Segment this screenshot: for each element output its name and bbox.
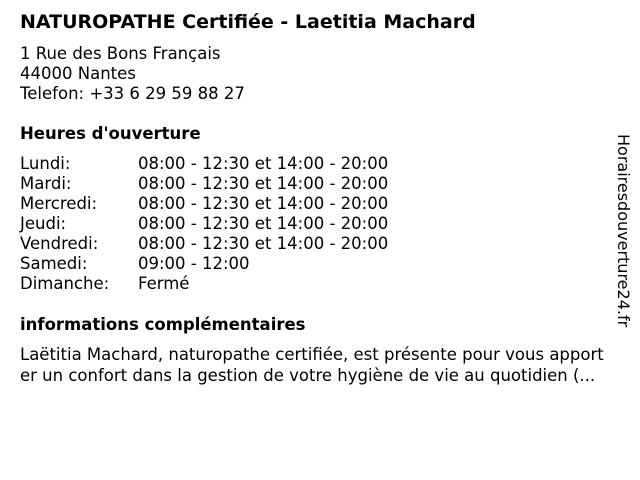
day-hours: 09:00 - 12:00 <box>138 254 250 273</box>
day-label: Dimanche: <box>20 274 110 293</box>
business-name: NATUROPATHE Certifiée - Laetitia Machard <box>20 11 476 33</box>
phone-number: Telefon: +33 6 29 59 88 27 <box>20 84 245 103</box>
site-watermark: Horairesdouverture24.fr <box>614 134 633 328</box>
day-label: Vendredi: <box>20 234 99 253</box>
day-hours: Fermé <box>138 274 190 293</box>
day-hours: 08:00 - 12:30 et 14:00 - 20:00 <box>138 234 389 253</box>
day-label: Mardi: <box>20 174 72 193</box>
day-label: Samedi: <box>20 254 88 273</box>
day-label: Lundi: <box>20 154 71 173</box>
address-block <box>20 44 245 104</box>
opening-hours-heading: Heures d'ouverture <box>20 124 201 143</box>
day-label: Jeudi: <box>20 214 67 233</box>
day-hours: 08:00 - 12:30 et 14:00 - 20:00 <box>138 194 389 213</box>
address-city: 44000 Nantes <box>20 64 136 83</box>
day-hours: 08:00 - 12:30 et 14:00 - 20:00 <box>138 214 389 233</box>
day-hours: 08:00 - 12:30 et 14:00 - 20:00 <box>138 174 389 193</box>
day-label: Mercredi: <box>20 194 98 213</box>
additional-info-text: Laëtitia Machard, naturopathe certifiée, est présente pour vous apporter un confort dans la gestion de votre hygiène de vie au quotidien (... <box>20 345 604 385</box>
day-hours: 08:00 - 12:30 et 14:00 - 20:00 <box>138 154 389 173</box>
address-street: 1 Rue des Bons Français <box>20 44 221 63</box>
additional-info-heading: informations complémentaires <box>20 315 306 334</box>
